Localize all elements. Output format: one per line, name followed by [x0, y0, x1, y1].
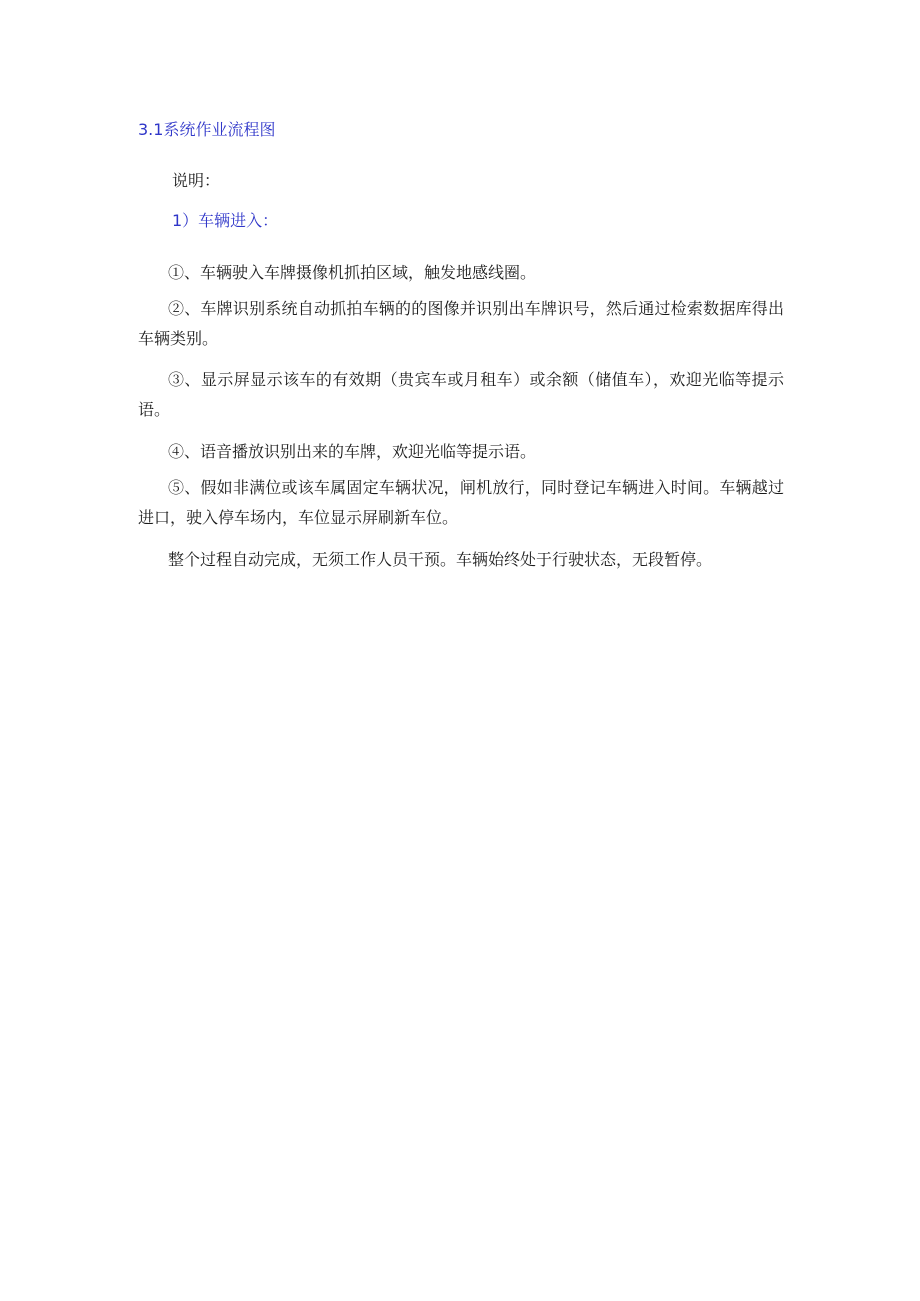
paragraph-step-2: ②、车牌识别系统自动抓拍车辆的的图像并识别出车牌识号，然后通过检索数据库得出车辆类别。: [138, 299, 784, 348]
paragraph-step-5: ⑤、假如非满位或该车属固定车辆状况，闸机放行，同时登记车辆进入时间。车辆越过进口，驶入停车场内，车位显示屏刷新车位。: [138, 478, 784, 527]
description-label: 说明：: [172, 171, 221, 190]
paragraph-step-1: ①、车辆驶入车牌摄像机抓拍区域，触发地感线圈。: [168, 263, 537, 282]
subsection-title: 1）车辆进入：: [172, 211, 279, 230]
section-title: 3.1系统作业流程图: [138, 120, 276, 139]
paragraph-step-4: ④、语音播放识别出来的车牌，欢迎光临等提示语。: [168, 442, 537, 461]
paragraph-step-3: ③、显示屏显示该车的有效期（贵宾车或月租车）或余额（储值车），欢迎光临等提示语。: [138, 370, 784, 419]
paragraph-summary: 整个过程自动完成，无须工作人员干预。车辆始终处于行驶状态，无段暂停。: [168, 550, 713, 569]
